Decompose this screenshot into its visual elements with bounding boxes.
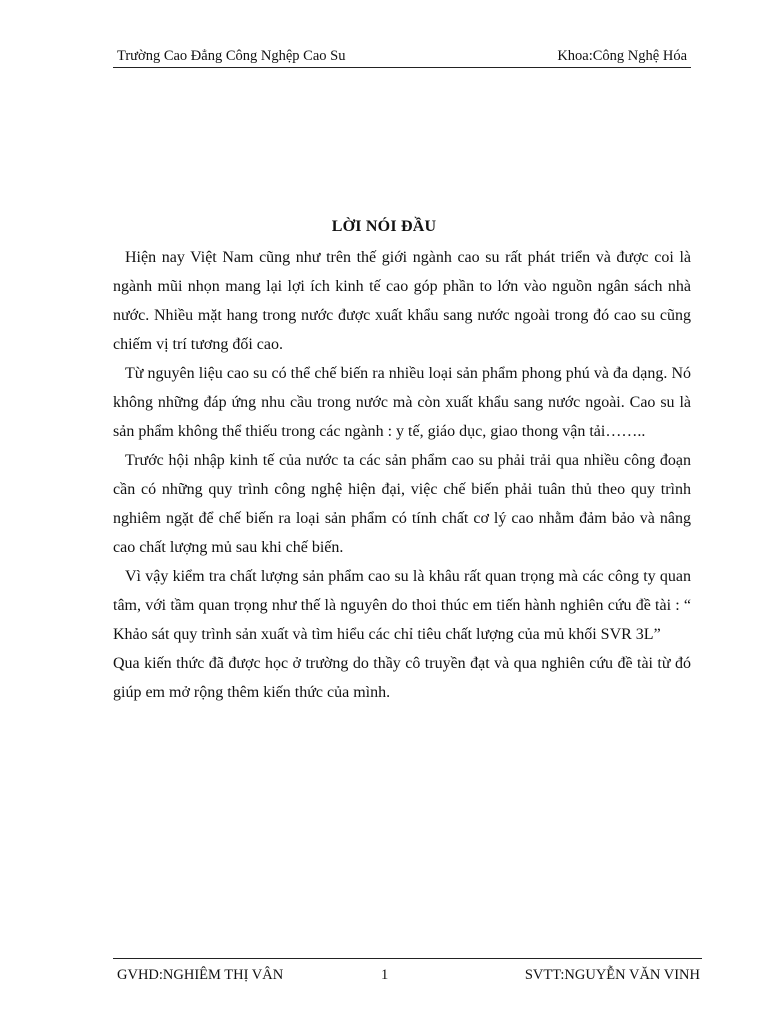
document-title: LỜI NÓI ĐẦU [331, 218, 437, 235]
header-school-name: Trường Cao Đẳng Công Nghệp Cao Su [117, 48, 346, 64]
paragraph-3: Trước hội nhập kinh tế của nước ta các sản phẩm cao su phải trải qua nhiều công đoạn cần có những quy trình công nghệ hiện đại, việc chế biến phải tuân thủ theo quy trình nghiêm ngặt để chế biến ra loại sản phẩm có tính chất cơ lý cao nhằm đảm bảo và nâng cao chất lượng mủ sau khi chế biến. [113, 452, 691, 556]
footer-instructor: GVHD:NGHIÊM THỊ VÂN [117, 967, 284, 983]
paragraph-2: Từ nguyên liệu cao su có thể chế biến ra nhiều loại sản phẩm phong phú và đa dạng. Nó không những đáp ứng nhu cầu trong nước mà còn xuất khẩu sang nước ngoài. Cao su là sản phẩm không thể thiếu trong các ngành : y tế, giáo dục, giao thong vận tải…….. [113, 365, 691, 440]
header-faculty: Khoa:Công Nghệ Hóa [557, 48, 687, 64]
paragraph-5: Qua kiến thức đã được học ở trường do thầy cô truyền đạt và qua nghiên cứu đề tài từ đó giúp em mở rộng thêm kiến thức của mình. [113, 655, 691, 701]
paragraph-4: Vì vậy kiểm tra chất lượng sản phẩm cao su là khâu rất quan trọng mà các công ty quan tâm, với tầm quan trọng như thế là nguyên do thoi thúc em tiến hành nghiên cứu đề tài : “ Khảo sát quy trình sản xuất và tìm hiểu các chỉ tiêu chất lượng của mủ khối SVR 3L” [113, 568, 691, 643]
page-footer [113, 958, 702, 985]
document-body [113, 243, 691, 707]
paragraph-1: Hiện nay Việt Nam cũng như trên thế giới ngành cao su rất phát triển và được coi là ngành mũi nhọn mang lại lợi ích kinh tế cao góp phần to lớn vào nguồn ngân sách nhà nước. Nhiều mặt hang trong nước được xuất khẩu sang nước ngoài trong đó cao su cũng chiếm vị trí tương đối cao. [113, 249, 691, 353]
page-header [113, 45, 691, 68]
footer-student: SVTT:NGUYỄN VĂN VINH [524, 967, 700, 983]
footer-page-number: 1 [381, 967, 389, 983]
